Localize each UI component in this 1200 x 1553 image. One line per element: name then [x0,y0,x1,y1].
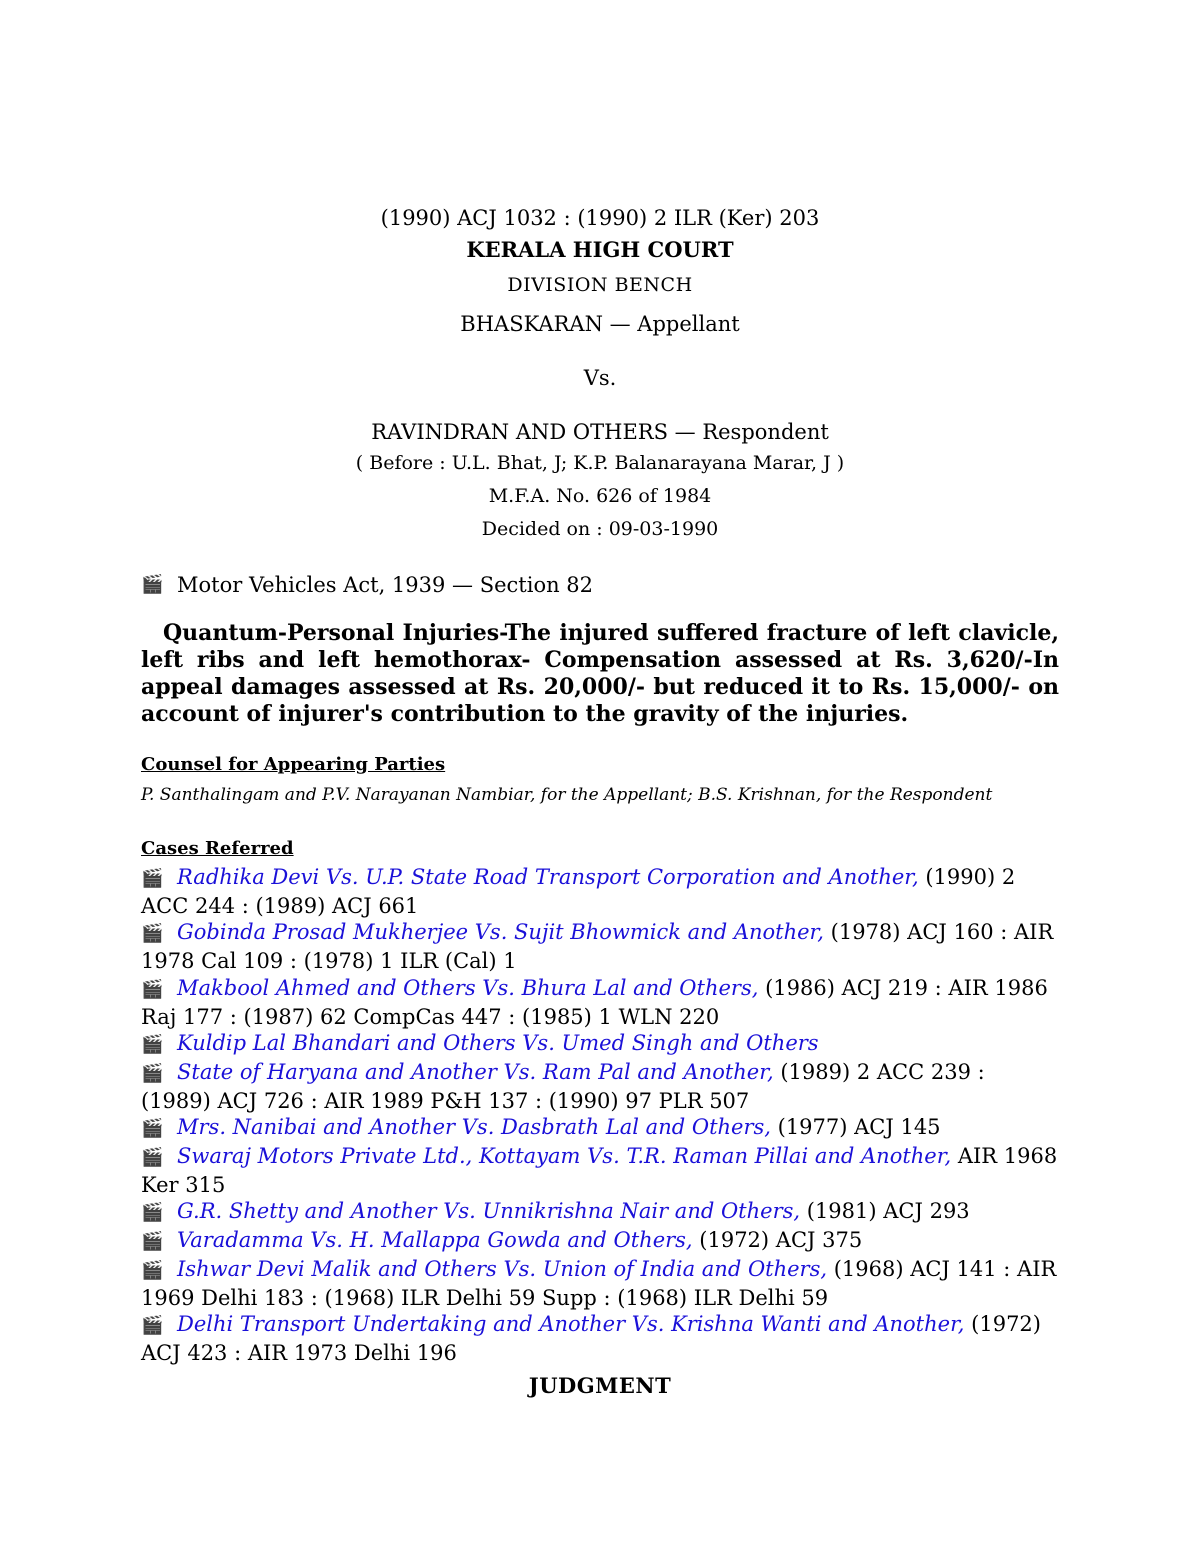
case-citation-text: (1990) 2 ACC 244 : (1989) ACJ 661 [141,865,1016,918]
case-link[interactable]: Makbool Ahmed and Others Vs. Bhura Lal and Others, [177,975,759,1000]
case-link[interactable]: Gobinda Prosad Mukherjee Vs. Sujit Bhowmick and Another, [177,920,824,945]
versus: Vs. [583,366,617,390]
case-citation-text: (1972) ACJ 375 [692,1228,863,1253]
case-link[interactable]: Ishwar Devi Malik and Others Vs. Union of India and Others, [177,1256,828,1281]
document-content [141,203,1059,1401]
counsel-heading: Counsel for Appearing Parties [141,754,446,775]
act-section-text: Motor Vehicles Act, 1939 — Section 82 [177,573,594,597]
case-citation-text: (1978) ACJ 160 : AIR 1978 Cal 109 : (1978) 1 ILR (Cal) 1 [141,920,1054,974]
clapperboard-icon: 🎬 [141,923,164,945]
case-citation-text: (1981) ACJ 293 [800,1199,970,1224]
clapperboard-icon: 🎬 [141,1259,164,1281]
clapperboard-icon: 🎬 [141,574,164,595]
case-referred-item [141,1059,1059,1114]
case-link[interactable]: Delhi Transport Undertaking and Another Vs. Krishna Wanti and Another, [177,1312,965,1337]
case-referred-item [141,1311,1059,1366]
case-referred-item [141,919,1059,974]
clapperboard-icon: 🎬 [141,978,164,1000]
cases-referred-heading: Cases Referred [141,838,294,859]
case-link[interactable]: G.R. Shetty and Another Vs. Unnikrishna Nair and Others, [177,1199,801,1224]
clapperboard-icon: 🎬 [141,1034,164,1056]
case-citation-text: (1972) ACJ 423 : AIR 1973 Delhi 196 [141,1312,1041,1365]
clapperboard-icon: 🎬 [141,1315,164,1337]
clapperboard-icon: 🎬 [141,868,164,889]
court-name: KERALA HIGH COURT [466,237,734,262]
respondent: RAVINDRAN AND OTHERS — Respondent [371,420,829,444]
judgment-heading: JUDGMENT [528,1372,672,1398]
case-link[interactable]: Swaraj Motors Private Ltd., Kottayam Vs. T.R. Raman Pillai and Another, [177,1144,952,1169]
case-citation-text: (1977) ACJ 145 [770,1115,941,1140]
case-referred-item [141,1227,1059,1256]
case-referred-item [141,1143,1059,1198]
clapperboard-icon: 🎬 [141,1147,164,1169]
cases-referred-list [141,864,1059,1367]
case-citation-text: (1989) 2 ACC 239 : (1989) ACJ 726 : AIR 1989 P&H 137 : (1990) 97 PLR 507 [141,1059,985,1113]
bench-type: DIVISION BENCH [507,274,693,296]
appellant: BHASKARAN — Appellant [460,312,740,336]
act-section [141,570,1059,600]
clapperboard-icon: 🎬 [141,1118,164,1140]
case-link[interactable]: Kuldip Lal Bhandari and Others Vs. Umed Singh and Others [177,1031,819,1056]
case-link[interactable]: Radhika Devi Vs. U.P. State Road Transport Corporation and Another, [177,865,919,889]
case-referred-item [141,1198,1059,1227]
clapperboard-icon: 🎬 [141,1231,164,1253]
case-citation-text: (1986) ACJ 219 : AIR 1986 Raj 177 : (1987) 62 CompCas 447 : (1985) 1 WLN 220 [141,975,1048,1029]
judges: ( Before : U.L. Bhat, J; K.P. Balanarayana Marar, J ) [355,452,845,474]
clapperboard-icon: 🎬 [141,1062,164,1084]
case-link[interactable]: Mrs. Nanibai and Another Vs. Dasbrath Lal and Others, [177,1115,771,1140]
case-citation: (1990) ACJ 1032 : (1990) 2 ILR (Ker) 203 [380,206,820,230]
case-citation-text: (1968) ACJ 141 : AIR 1969 Delhi 183 : (1968) ILR Delhi 59 Supp : (1968) ILR Delhi 59 [141,1256,1057,1310]
case-referred-item [141,1114,1059,1143]
case-citation-text: AIR 1968 Ker 315 [141,1144,1058,1197]
case-link[interactable]: Varadamma Vs. H. Mallappa Gowda and Others, [177,1228,693,1253]
clapperboard-icon: 🎬 [141,1202,164,1224]
headnote: Quantum-Personal Injuries-The injured suffered fracture of left clavicle, left ribs and left hemothorax- Compensation assessed at Rs. 3,620/-In appeal damages assessed at Rs. 20,000/- but reduced it to Rs. 15,000/- on account of injurer's contribution to the gravity of the injuries. [141,620,1059,727]
counsel-text: P. Santhalingam and P.V. Narayanan Nambiar, for the Appellant; B.S. Krishnan, for the Respondent [141,785,993,805]
case-referred-item [141,864,1059,919]
case-number: M.F.A. No. 626 of 1984 [488,485,712,507]
case-link[interactable]: State of Haryana and Another Vs. Ram Pal and Another, [177,1059,774,1084]
case-referred-item [141,1256,1059,1311]
decided-date: Decided on : 09-03-1990 [481,518,719,540]
case-referred-item [141,975,1059,1030]
case-referred-item [141,1030,1059,1059]
